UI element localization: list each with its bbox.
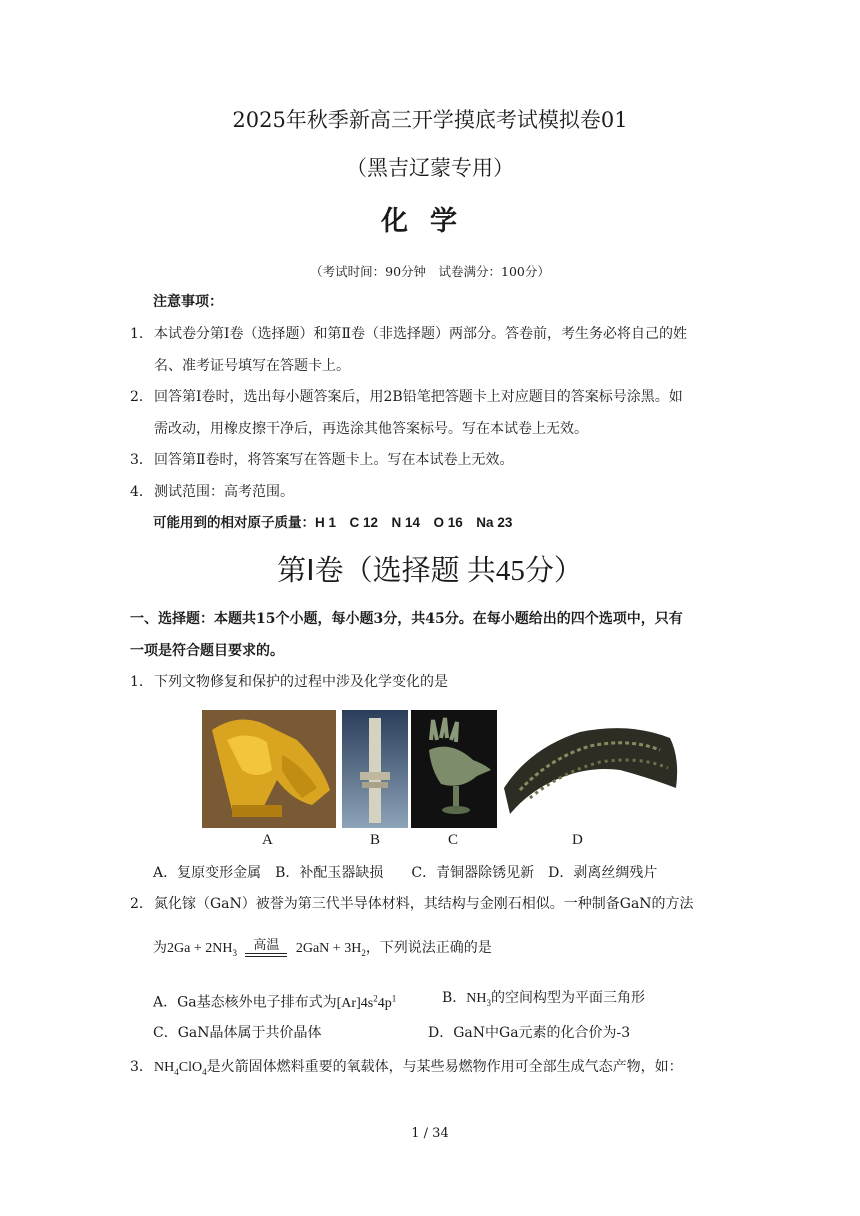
image-label-c: C [448, 832, 459, 848]
jade-artifact-image [342, 710, 408, 828]
question-2-stem [130, 894, 694, 914]
notice-item-1-cont: 名、准考证号填写在答题卡上。 [154, 358, 350, 374]
notice-item-number: 2． [130, 389, 153, 405]
notice-item-text: 回答第Ⅱ卷时，将答案写在答题卡上。写在本试卷上无效。 [154, 452, 514, 468]
notice-item-2-cont: 需改动，用橡皮擦干净后，再选涂其他答案标号。写在本试卷上无效。 [154, 421, 588, 437]
reaction-condition: 高温 [245, 953, 287, 963]
question-2-option-d: D．GaN中Ga元素的化合价为-3 [428, 1025, 631, 1041]
ammonium-perchlorate-formula: $NH_4ClO_4$ [154, 1060, 207, 1077]
image-label-d: D [572, 832, 583, 848]
notice-item-text: 测试范围：高考范围。 [154, 484, 294, 500]
page-number: 1 / 34 [411, 1126, 449, 1141]
question-1-stem [130, 672, 448, 692]
subject-title: 化学 [381, 206, 479, 237]
time-info: （考试时间：90分钟 试卷满分：100分） [310, 264, 550, 279]
question-1-options: A．复原变形金属 B．补配玉器缺损 C．青铜器除锈见新 D．剥离丝绸残片 [153, 865, 658, 881]
gold-mask-image [202, 710, 336, 828]
image-label-b: B [370, 832, 381, 848]
notice-item-4 [130, 482, 294, 502]
electron-config: $[Ar]4s^24p^1$ [336, 993, 397, 1011]
part-instructions-line1: 一、选择题：本题共15个小题，每小题3分，共45分。在每小题给出的四个选项中，只有 [130, 611, 683, 627]
exam-title: 2025年秋季新高三开学摸底考试模拟卷01 [232, 108, 628, 132]
question-2-option-a: A．Ga基态核外电子排布式为$[Ar]4s^24p^1$ [153, 993, 397, 1011]
question-text: 下列文物修复和保护的过程中涉及化学变化的是 [154, 674, 448, 690]
image-label-a: A [262, 832, 273, 848]
notice-item-1 [130, 324, 687, 344]
artifact-image-a [202, 710, 336, 828]
question-2-equation [153, 938, 492, 963]
artifact-image-c [411, 710, 497, 828]
question-3-stem [130, 1057, 683, 1082]
notice-heading: 注意事项： [153, 294, 223, 310]
part-instructions-line2: 一项是符合题目要求的。 [130, 643, 284, 659]
bronze-bird-image [411, 710, 497, 828]
question-2-option-c: C．GaN晶体属于共价晶体 [153, 1025, 322, 1041]
notice-item-number: 1． [130, 326, 153, 342]
equation-suffix: ，下列说法正确的是 [365, 940, 492, 956]
notice-item-number: 3． [130, 452, 153, 468]
exam-region: （黑吉辽蒙专用） [346, 156, 514, 180]
question-number: 3． [130, 1059, 153, 1075]
notice-item-text: 本试卷分第Ⅰ卷（选择题）和第Ⅱ卷（非选择题）两部分。答卷前，考生务必将自己的姓 [154, 326, 688, 342]
silk-fragment-image [500, 718, 682, 822]
notice-item-text: 回答第Ⅰ卷时，选出每小题答案后，用2B铅笔把答题卡上对应题目的答案标号涂黑。如 [154, 389, 683, 405]
equation-reactants: $2Ga + 2NH_3$ [167, 941, 237, 958]
question-text: 是火箭固体燃料重要的氧载体，与某些易燃物作用可全部生成气态产物，如： [206, 1059, 683, 1075]
question-number: 1． [130, 674, 153, 690]
artifact-image-b [342, 710, 408, 828]
equation-products: $2GaN + 3H_2$ [295, 941, 366, 958]
notice-item-number: 4． [130, 484, 153, 500]
equation-prefix: 为 [153, 940, 167, 956]
notice-item-2 [130, 387, 683, 407]
question-number: 2． [130, 896, 153, 912]
question-2-option-b: B．$NH_3$的空间构型为平面三角形 [442, 990, 646, 1008]
section-title: 第Ⅰ卷（选择题 共45分） [277, 555, 583, 587]
atomic-mass-line: 可能用到的相对原子质量：H 1 C 12 N 14 O 16 Na 23 [153, 515, 513, 530]
notice-item-3 [130, 450, 514, 470]
artifact-image-d [500, 718, 682, 822]
question-text: 氮化镓（GaN）被誉为第三代半导体材料，其结构与金刚石相似。一种制备GaN的方法 [154, 896, 694, 912]
